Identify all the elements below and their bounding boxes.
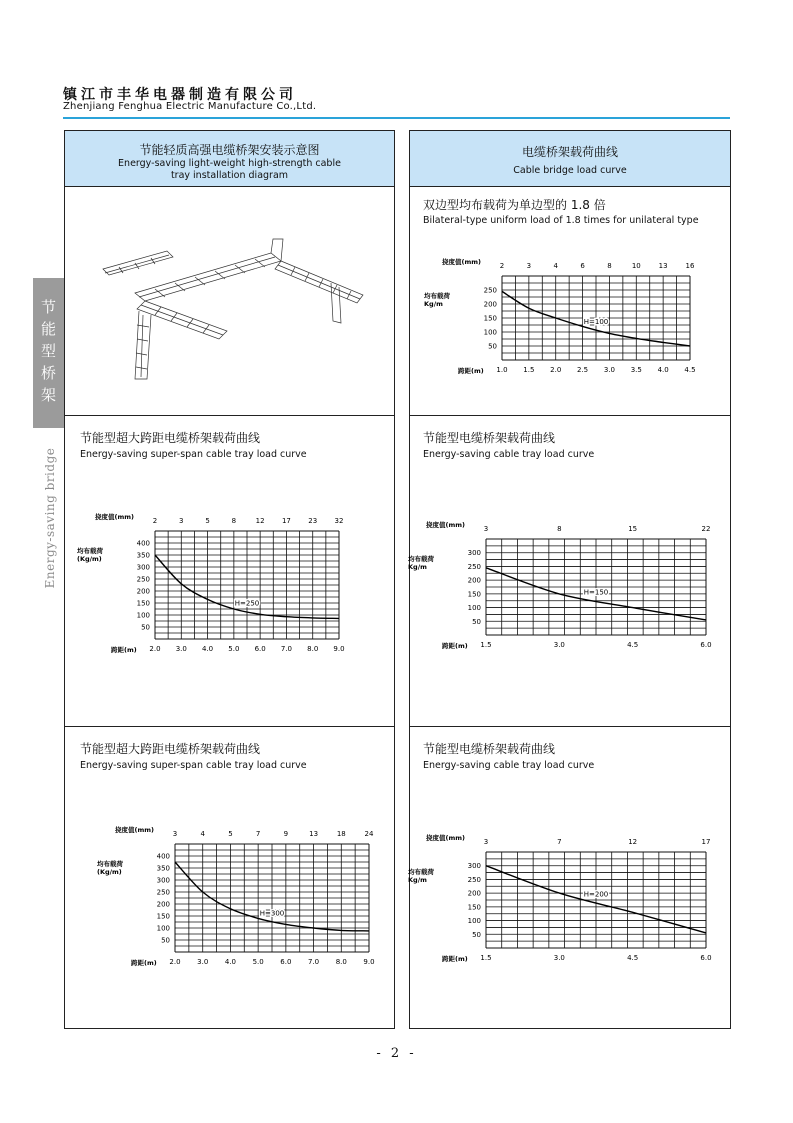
left-header-title-en-1: Energy-saving light-weight high-strength cable	[118, 158, 341, 169]
right-panel-header	[410, 131, 730, 187]
side-tab-char: 桥	[40, 364, 56, 382]
x-tick-label: 4.5	[684, 366, 696, 374]
l2-title: 节能型超大跨距电缆桥架载荷曲线	[80, 431, 261, 445]
x-tick-label: 3.0	[175, 645, 187, 653]
x-tick-label: 2.0	[169, 958, 181, 966]
load-axis-label: 均布载荷	[408, 868, 434, 876]
deflection-tick-label: 16	[685, 262, 695, 270]
x-tick-label: 9.0	[333, 645, 345, 653]
deflection-tick-label: 22	[701, 525, 711, 533]
load-axis-label: 均布载荷	[424, 292, 450, 300]
deflection-tick-label: 3	[483, 838, 489, 846]
load-axis-unit: Kg/m	[408, 563, 427, 571]
r1-subtitle: Bilateral-type uniform load of 1.8 times for unilateral type	[423, 215, 699, 226]
y-tick-label: 100	[136, 611, 150, 620]
r2-subtitle: Energy-saving cable tray load curve	[423, 449, 595, 460]
y-tick-label: 250	[467, 562, 481, 571]
load-curve-h100	[410, 236, 720, 386]
side-tab-char: 型	[40, 342, 56, 360]
y-tick-label: 150	[483, 314, 497, 323]
x-tick-label: 2.5	[577, 366, 589, 374]
load-curve-h300	[67, 814, 387, 974]
right-divider-2	[410, 726, 730, 727]
x-tick-label: 3.5	[630, 366, 642, 374]
deflection-axis-label: 挠度值(mm)	[426, 834, 465, 842]
y-tick-label: 100	[156, 924, 170, 933]
y-tick-label: 50	[161, 936, 170, 945]
y-tick-label: 100	[467, 917, 481, 926]
x-tick-label: 4.5	[627, 954, 639, 962]
deflection-axis-label: 挠度值(mm)	[95, 513, 134, 521]
y-tick-label: 300	[467, 549, 481, 558]
x-tick-label: 1.5	[523, 366, 535, 374]
r2-title: 节能型电缆桥架载荷曲线	[423, 431, 556, 445]
curve-label: H=200	[583, 890, 609, 899]
y-tick-label: 150	[467, 590, 481, 599]
span-axis-label: 跨距(m)	[458, 367, 484, 375]
deflection-tick-label: 2	[499, 262, 505, 270]
x-tick-label: 1.0	[496, 366, 508, 374]
x-tick-label: 1.5	[480, 954, 492, 962]
x-tick-label: 7.0	[308, 958, 320, 966]
installation-diagram	[95, 231, 385, 381]
deflection-axis-label: 挠度值(mm)	[115, 826, 154, 834]
x-tick-label: 8.0	[307, 645, 319, 653]
x-tick-label: 4.0	[224, 958, 236, 966]
side-category-en: Energy-saving bridge	[43, 447, 57, 589]
left-panel	[64, 130, 395, 1029]
header-divider	[63, 117, 730, 119]
r3-title: 节能型电缆桥架载荷曲线	[423, 742, 556, 756]
y-tick-label: 300	[156, 876, 170, 885]
left-header-title-cn: 节能轻质高强电缆桥架安装示意图	[139, 143, 320, 157]
y-tick-label: 300	[467, 862, 481, 871]
side-tab-char: 能	[40, 320, 56, 338]
load-axis-unit: (Kg/m)	[77, 555, 102, 563]
r3-subtitle: Energy-saving cable tray load curve	[423, 760, 595, 771]
deflection-tick-label: 18	[336, 830, 346, 838]
x-tick-label: 2.0	[149, 645, 161, 653]
l3-subtitle: Energy-saving super-span cable tray load curve	[80, 760, 307, 771]
x-tick-label: 6.0	[700, 641, 712, 649]
deflection-tick-label: 6	[580, 262, 585, 270]
y-tick-label: 100	[483, 328, 497, 337]
x-tick-label: 3.0	[553, 641, 565, 649]
deflection-tick-label: 17	[281, 517, 291, 525]
deflection-tick-label: 8	[231, 517, 237, 525]
x-tick-label: 3.0	[553, 954, 565, 962]
deflection-tick-label: 7	[557, 838, 562, 846]
deflection-tick-label: 5	[205, 517, 210, 525]
x-tick-label: 3.0	[603, 366, 615, 374]
x-tick-label: 4.0	[657, 366, 669, 374]
side-tab-char: 节	[40, 298, 56, 316]
x-tick-label: 6.0	[700, 954, 712, 962]
load-axis-label: 均布载荷	[408, 555, 434, 563]
y-tick-label: 200	[483, 300, 497, 309]
deflection-tick-label: 23	[308, 517, 318, 525]
deflection-tick-label: 3	[179, 517, 184, 525]
y-tick-label: 350	[156, 864, 170, 873]
y-tick-label: 400	[156, 852, 170, 861]
x-tick-label: 4.5	[627, 641, 639, 649]
y-tick-label: 200	[467, 889, 481, 898]
right-panel	[409, 130, 731, 1029]
load-axis-unit: Kg/m	[424, 300, 443, 308]
curve-label: H=150	[583, 588, 609, 597]
company-name-cn: 镇江市丰华电器制造有限公司	[63, 87, 297, 103]
curve-label: H=100	[583, 317, 609, 326]
y-tick-label: 250	[156, 888, 170, 897]
span-axis-label: 跨距(m)	[131, 959, 157, 967]
deflection-tick-label: 15	[628, 525, 638, 533]
y-tick-label: 100	[467, 604, 481, 613]
deflection-tick-label: 7	[255, 830, 261, 838]
left-panel-header	[65, 131, 394, 187]
l2-subtitle: Energy-saving super-span cable tray load curve	[80, 449, 307, 460]
deflection-tick-label: 12	[628, 838, 638, 846]
y-tick-label: 250	[136, 575, 150, 584]
y-tick-label: 50	[141, 623, 150, 632]
x-tick-label: 1.5	[480, 641, 492, 649]
deflection-tick-label: 3	[526, 262, 532, 270]
x-tick-label: 5.0	[228, 645, 240, 653]
y-tick-label: 200	[467, 576, 481, 585]
x-tick-label: 5.0	[252, 958, 264, 966]
span-axis-label: 跨距(m)	[442, 642, 468, 650]
right-divider-1	[410, 415, 730, 416]
deflection-tick-label: 4	[200, 830, 205, 838]
deflection-tick-label: 10	[631, 262, 641, 270]
deflection-tick-label: 17	[701, 838, 711, 846]
x-tick-label: 4.0	[202, 645, 214, 653]
x-tick-label: 3.0	[197, 958, 209, 966]
load-axis-label: 均布载荷	[97, 860, 123, 868]
span-axis-label: 跨距(m)	[442, 955, 468, 963]
deflection-tick-label: 13	[658, 262, 668, 270]
y-tick-label: 50	[472, 617, 481, 626]
load-axis-unit: (Kg/m)	[97, 868, 122, 876]
left-divider-2	[65, 726, 394, 727]
y-tick-label: 150	[156, 912, 170, 921]
deflection-axis-label: 挠度值(mm)	[426, 521, 465, 529]
deflection-tick-label: 8	[557, 525, 562, 533]
r1-title: 双边型均布载荷为单边型的 1.8 倍	[423, 198, 606, 212]
y-tick-label: 250	[467, 875, 481, 884]
company-name-en: Zhenjiang Fenghua Electric Manufacture Co.,Ltd.	[63, 101, 317, 112]
y-tick-label: 350	[136, 551, 150, 560]
x-tick-label: 8.0	[335, 958, 347, 966]
y-tick-label: 200	[136, 587, 150, 596]
load-axis-unit: Kg/m	[408, 876, 427, 884]
x-tick-label: 6.0	[280, 958, 292, 966]
x-tick-label: 7.0	[280, 645, 292, 653]
y-tick-label: 150	[467, 903, 481, 912]
deflection-tick-label: 3	[172, 830, 178, 838]
deflection-tick-label: 13	[309, 830, 319, 838]
deflection-tick-label: 4	[553, 262, 558, 270]
load-curve-h250	[67, 501, 387, 661]
deflection-tick-label: 5	[228, 830, 233, 838]
deflection-tick-label: 9	[283, 830, 289, 838]
left-header-title-en-2: tray installation diagram	[170, 170, 289, 181]
deflection-axis-label: 挠度值(mm)	[442, 258, 481, 266]
deflection-tick-label: 3	[483, 525, 489, 533]
y-tick-label: 250	[483, 286, 497, 295]
deflection-tick-label: 32	[334, 517, 344, 525]
y-tick-label: 50	[488, 342, 497, 351]
deflection-tick-label: 24	[364, 830, 374, 838]
load-axis-label: 均布载荷	[77, 547, 103, 555]
x-tick-label: 6.0	[254, 645, 266, 653]
y-tick-label: 200	[156, 900, 170, 909]
side-category-label	[33, 296, 64, 406]
curve-label: H=250	[234, 599, 260, 608]
deflection-tick-label: 2	[152, 517, 158, 525]
left-divider-1	[65, 415, 394, 416]
x-tick-label: 2.0	[550, 366, 562, 374]
l3-title: 节能型超大跨距电缆桥架载荷曲线	[80, 742, 261, 756]
right-header-title-en: Cable bridge load curve	[513, 165, 627, 176]
span-axis-label: 跨距(m)	[111, 646, 137, 654]
side-tab-char: 架	[40, 386, 56, 404]
curve-label: H=300	[259, 909, 285, 918]
deflection-tick-label: 8	[607, 262, 612, 270]
x-tick-label: 9.0	[363, 958, 375, 966]
y-tick-label: 400	[136, 539, 150, 548]
load-curve-h150	[410, 501, 720, 661]
deflection-tick-label: 12	[255, 517, 265, 525]
y-tick-label: 150	[136, 599, 150, 608]
side-category-tab	[33, 278, 64, 428]
load-curve-h200	[410, 814, 720, 974]
y-tick-label: 300	[136, 563, 150, 572]
right-header-title-cn: 电缆桥架载荷曲线	[521, 145, 618, 159]
y-tick-label: 50	[472, 930, 481, 939]
page-number: - 2 -	[376, 1046, 417, 1061]
